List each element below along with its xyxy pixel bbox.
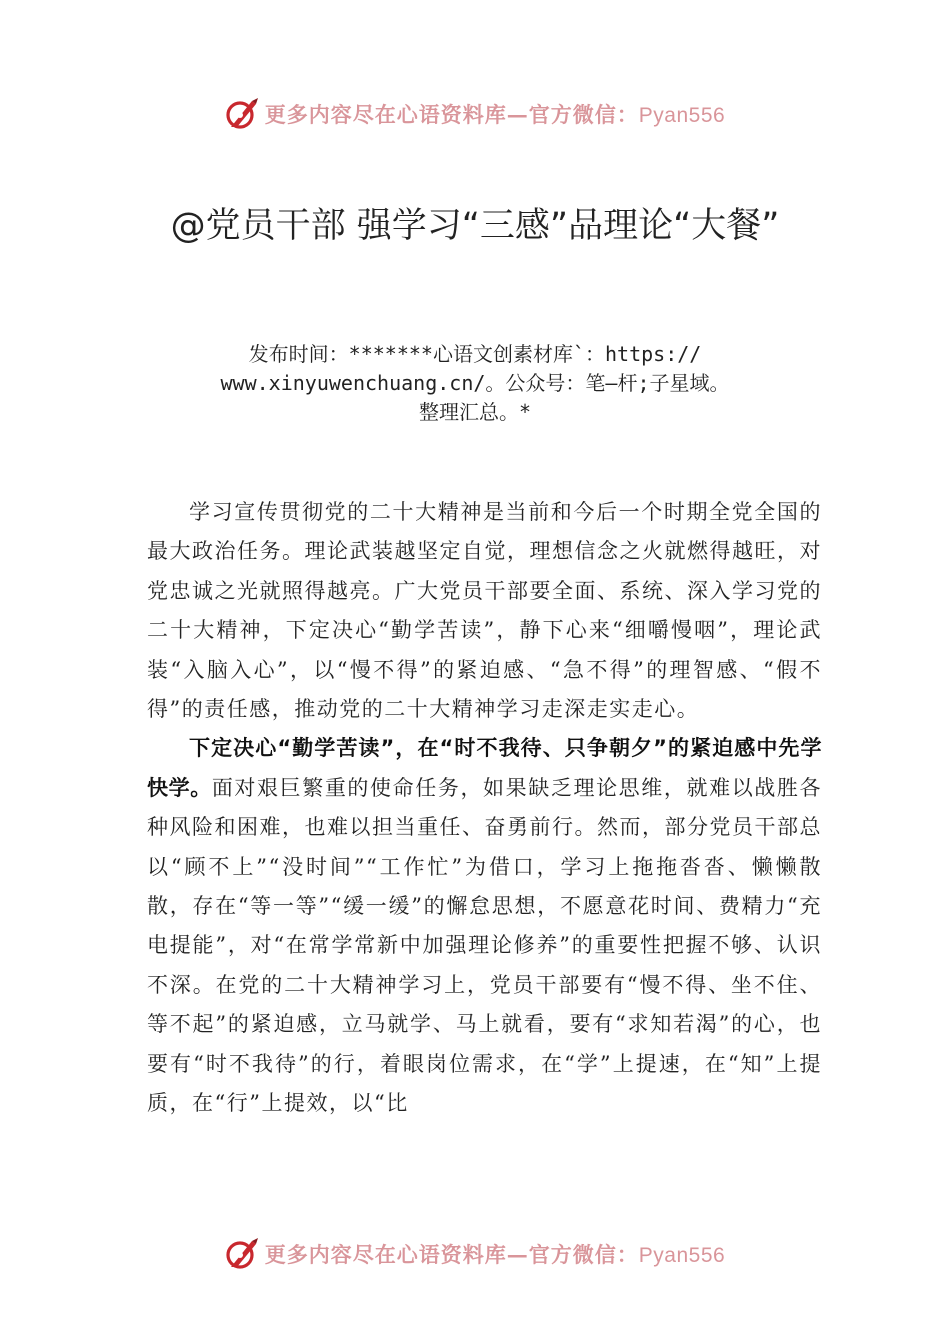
publish-info-line-2: www.xinyuwenchuang.cn/。公众号：笔—杆;子星域。 bbox=[220, 371, 730, 395]
publish-info-line-1: 发布时间：*******心语文创素材库`：https:// bbox=[248, 342, 702, 366]
section-heading-1: 下定决心“勤学苦读”，在“时不我待、只争朝夕”的紧迫感中先学快学。 bbox=[147, 736, 822, 800]
footer-watermark bbox=[0, 1232, 950, 1276]
quill-pen-logo-icon bbox=[225, 1237, 259, 1271]
article-body bbox=[147, 493, 822, 1124]
publish-info-line-3: 整理汇总。* bbox=[418, 400, 532, 424]
section-text-1: 面对艰巨繁重的使命任务，如果缺乏理论思维，就难以战胜各种风险和困难，也难以担当重任、奋勇前行。然而，部分党员干部总以“顾不上”“没时间”“工作忙”为借口，学习上拖拖沓沓、懒懒散散，存在“等一等”“缓一缓”的懈怠思想，不愿意花时间、费精力“充电提能”，对“在常学常新中加强理论修养”的重要性把握不够、认识不深。在党的二十大精神学习上，党员干部要有“慢不得、坐不住、等不起”的紧迫感，立马就学、马上就看，要有“求知若渴”的心，也要有“时不我待”的行，着眼岗位需求，在“学”上提速，在“知”上提质，在“行”上提效，以“比 bbox=[147, 775, 822, 1116]
quill-pen-logo-icon bbox=[225, 97, 259, 131]
section-paragraph-1 bbox=[147, 729, 822, 1123]
intro-paragraph: 学习宣传贯彻党的二十大精神是当前和今后一个时期全党全国的最大政治任务。理论武装越坚定自觉，理想信念之火就燃得越旺，对党忠诚之光就照得越亮。广大党员干部要全面、系统、深入学习党的二十大精神，下定决心“勤学苦读”，静下心来“细嚼慢咽”，理论武装“入脑入心”，以“慢不得”的紧迫感、“急不得”的理智感、“假不得”的责任感，推动党的二十大精神学习走深走实走心。 bbox=[147, 500, 822, 722]
watermark-text: 更多内容尽在心语资料库—官方微信：Pyan556 bbox=[264, 1242, 726, 1267]
watermark-account: Pyan556 bbox=[638, 1244, 726, 1267]
header-watermark bbox=[0, 92, 950, 136]
publish-info bbox=[100, 340, 850, 427]
watermark-account: Pyan556 bbox=[638, 104, 726, 127]
article-title: @党员干部 强学习“三感”品理论“大餐” bbox=[170, 206, 780, 246]
watermark-text: 更多内容尽在心语资料库—官方微信：Pyan556 bbox=[264, 102, 726, 127]
